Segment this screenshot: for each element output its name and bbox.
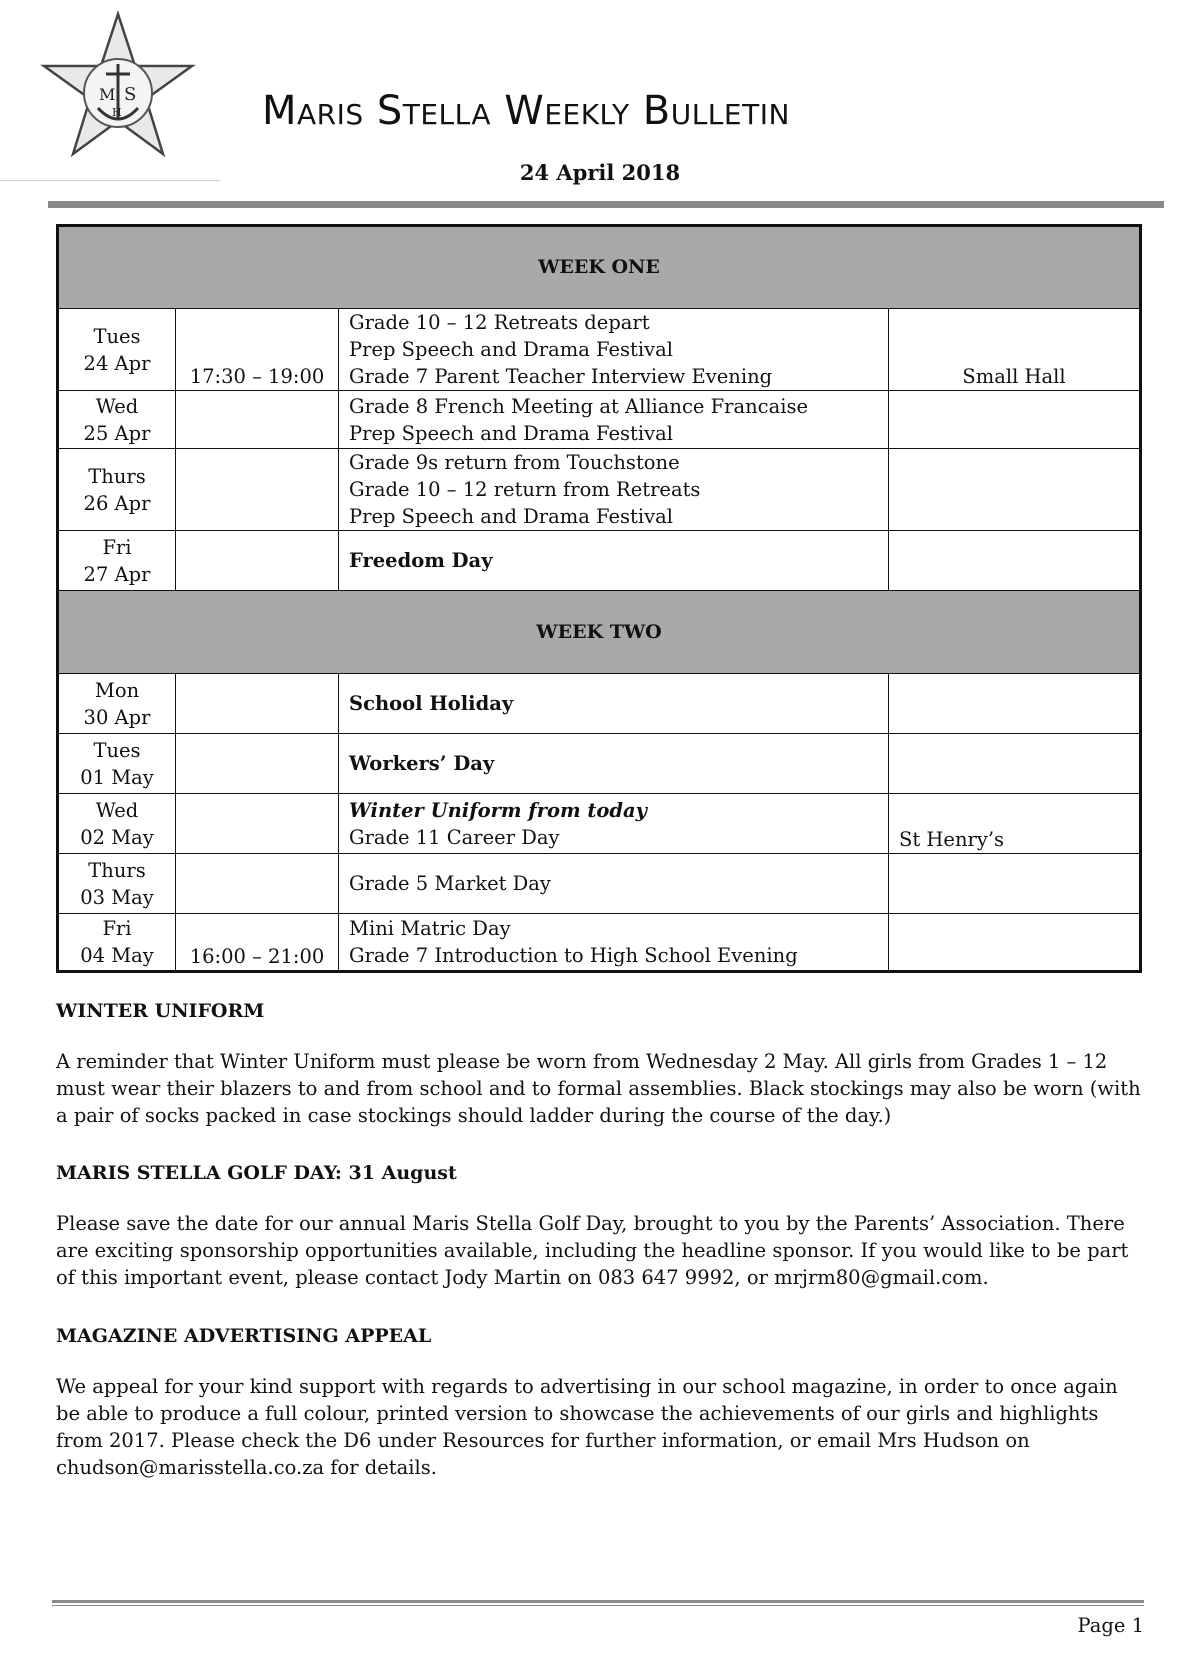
location-cell [889, 734, 1141, 794]
event-text: Grade 9s return from Touchstone [349, 451, 680, 474]
day-name: Fri [102, 535, 132, 559]
table-row [58, 794, 1141, 854]
day-date: 03 May [80, 885, 154, 909]
section-body: Please save the date for our annual Maris Stella Golf Day, brought to you by the Parents’ Association. There are exciting sponsorship opportunities available, including the headline sponsor. If you would like to be part of this important event, please contact Jody Martin on 083 647 9992, or mrjrm80@gmail.com. [56, 1212, 1129, 1289]
event-text: Grade 7 Parent Teacher Interview Evening [349, 365, 773, 388]
event-cell [339, 309, 889, 391]
time-cell [176, 854, 339, 914]
table-row [58, 391, 1141, 449]
bulletin-date: 24 April 2018 [519, 160, 681, 185]
section-heading: MARIS STELLA GOLF DAY: 31 August [56, 1162, 457, 1184]
magazine-appeal-section [56, 1325, 1146, 1481]
event-text: Grade 8 French Meeting at Alliance Francaise [349, 394, 809, 418]
time-cell [176, 449, 339, 531]
event-cell [339, 449, 889, 531]
day-name: Mon [94, 678, 140, 702]
day-cell [58, 531, 176, 591]
event-text: Grade 5 Market Day [349, 872, 551, 895]
table-row [58, 734, 1141, 794]
day-cell [58, 449, 176, 531]
event-text: Workers’ Day [349, 752, 495, 775]
time-cell [176, 734, 339, 794]
location-cell: Small Hall [889, 309, 1141, 391]
week-one-header-row [58, 226, 1141, 309]
day-name: Wed [95, 394, 139, 418]
day-date: 27 Apr [83, 562, 151, 586]
section-heading: MAGAZINE ADVERTISING APPEAL [56, 1325, 432, 1347]
location-cell [889, 854, 1141, 914]
day-name: Thurs [88, 858, 146, 882]
schedule-table [56, 224, 1142, 973]
day-cell [58, 734, 176, 794]
event-text: Grade 10 – 12 Retreats depart [349, 311, 650, 334]
event-cell [339, 734, 889, 794]
location-cell [889, 531, 1141, 591]
location-cell [889, 391, 1141, 449]
event-text: Winter Uniform from today [349, 798, 648, 822]
event-cell [339, 914, 889, 972]
event-text: Grade 11 Career Day [349, 825, 560, 849]
day-cell [58, 391, 176, 449]
event-cell [339, 854, 889, 914]
section-heading: WINTER UNIFORM [56, 1000, 265, 1022]
event-cell [339, 531, 889, 591]
day-cell [58, 794, 176, 854]
section-body: A reminder that Winter Uniform must please be worn from Wednesday 2 May. All girls from Grades 1 – 12 must wear their blazers to and from school and to formal assemblies. Black stockings may also be worn (with a pair of socks packed in case stockings should ladder during the course of the day.) [56, 1050, 1141, 1127]
event-text: Grade 10 – 12 return from Retreats [349, 478, 701, 501]
event-cell [339, 794, 889, 854]
footer-divider [52, 1600, 1144, 1606]
table-row [58, 309, 1141, 391]
day-date: 25 Apr [83, 421, 151, 445]
section-body: We appeal for your kind support with regards to advertising in our school magazine, in order to once again be able to produce a full colour, printed version to showcase the achievements of our girls and highlights from 2017. Please check the D6 under Resources for further information, or email Mrs Hudson on chudson@marisstella.co.za for details. [56, 1375, 1118, 1479]
time-cell: 16:00 – 21:00 [176, 914, 339, 972]
location-cell [889, 449, 1141, 531]
table-row [58, 449, 1141, 531]
table-row [58, 674, 1141, 734]
day-cell [58, 674, 176, 734]
event-text: Grade 7 Introduction to High School Evening [349, 944, 798, 967]
day-cell [58, 309, 176, 391]
day-cell [58, 854, 176, 914]
event-cell [339, 391, 889, 449]
day-name: Tues [93, 324, 141, 348]
svg-text:H: H [112, 106, 122, 119]
page-number: Page 1 [1077, 1614, 1144, 1637]
bulletin-title: Maris Stella Weekly Bulletin [262, 88, 790, 134]
week-two-label: WEEK TWO [58, 591, 1141, 674]
event-text: Freedom Day [349, 549, 493, 572]
table-row [58, 531, 1141, 591]
event-text: Prep Speech and Drama Festival [349, 505, 673, 528]
day-name: Fri [102, 917, 132, 940]
day-date: 30 Apr [83, 705, 151, 729]
location-cell [889, 674, 1141, 734]
table-row [58, 854, 1141, 914]
winter-uniform-section [56, 1000, 1146, 1129]
event-cell [339, 674, 889, 734]
event-text: School Holiday [349, 692, 514, 715]
time-cell [176, 391, 339, 449]
table-row [58, 914, 1141, 972]
day-date: 26 Apr [83, 491, 151, 515]
location-cell: St Henry’s [889, 794, 1141, 854]
header-divider [48, 201, 1164, 208]
golf-day-section [56, 1162, 1146, 1291]
day-date: 02 May [80, 825, 154, 849]
school-crest-logo [38, 8, 198, 168]
svg-text:S: S [124, 84, 137, 105]
day-cell [58, 914, 176, 972]
location-cell [889, 914, 1141, 972]
day-date: 01 May [80, 765, 154, 789]
event-text: Prep Speech and Drama Festival [349, 421, 673, 445]
day-name: Wed [95, 798, 139, 822]
day-name: Tues [93, 738, 141, 762]
day-date: 24 Apr [83, 351, 151, 375]
day-date: 04 May [80, 944, 154, 967]
time-cell: 17:30 – 19:00 [176, 309, 339, 391]
event-text: Prep Speech and Drama Festival [349, 338, 673, 361]
week-two-header-row [58, 591, 1141, 674]
event-text: Mini Matric Day [349, 917, 511, 940]
week-one-label: WEEK ONE [58, 226, 1141, 309]
svg-text:M: M [99, 85, 116, 104]
time-cell [176, 794, 339, 854]
day-name: Thurs [88, 464, 146, 488]
time-cell [176, 674, 339, 734]
time-cell [176, 531, 339, 591]
